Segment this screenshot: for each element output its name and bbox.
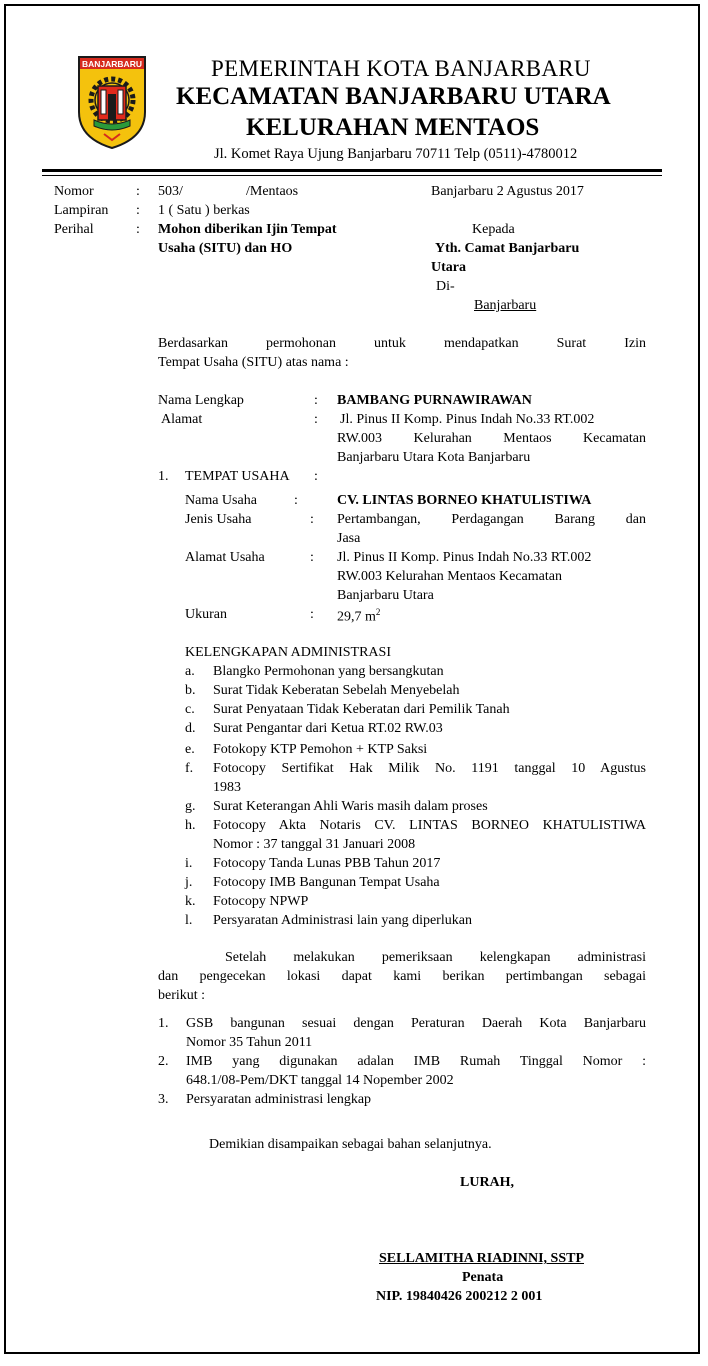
business-type-line-2: Jasa	[337, 531, 361, 546]
business-size-superscript: 2	[375, 607, 381, 617]
banjarbaru-emblem-logo	[76, 54, 148, 150]
intro-line-2: Tempat Usaha (SITU) atas nama :	[158, 355, 349, 370]
requirement-text: Fotocopy Akta Notaris CV. LINTAS BORNEO KHATULISTIWA	[213, 818, 646, 833]
business-address-colon: :	[310, 550, 314, 565]
requirement-text: Fotocopy Sertifikat Hak Milik No. 1191 tanggal 10 Agustus	[213, 761, 646, 776]
requirement-text: Persyaratan Administrasi lain yang diperlukan	[213, 913, 472, 928]
requirement-letter: j.	[185, 875, 193, 890]
requirement-text: Fotokopy KTP Pemohon + KTP Saksi	[213, 742, 428, 757]
requirement-text-continued: Nomor : 37 tanggal 31 Januari 2008	[213, 837, 416, 852]
business-address-line-1: Jl. Pinus II Komp. Pinus Indah No.33 RT.002	[337, 550, 592, 565]
business-section-label: TEMPAT USAHA	[185, 469, 290, 484]
consideration-number: 2.	[158, 1054, 169, 1069]
applicant-name-colon: :	[314, 393, 318, 408]
business-size-colon: :	[310, 607, 314, 622]
requirement-letter: b.	[185, 683, 196, 698]
lampiran-label: Lampiran	[54, 203, 109, 218]
letterhead-district: KECAMATAN BANJARBARU UTARA	[176, 83, 611, 110]
consideration-line-3: berikut :	[158, 988, 206, 1003]
recipient-kepada: Kepada	[472, 222, 515, 237]
signatory-nip: NIP. 19840426 200212 2 001	[376, 1289, 543, 1304]
requirement-letter: a.	[185, 664, 195, 679]
requirement-text: Fotocopy IMB Bangunan Tempat Usaha	[213, 875, 440, 890]
business-name-colon: :	[294, 493, 298, 508]
nomor-label: Nomor	[54, 184, 94, 199]
nomor-value: 503/	[158, 184, 183, 199]
perihal-line-2: Usaha (SITU) dan HO	[158, 241, 293, 256]
signatory-name: SELLAMITHA RIADINNI, SSTP	[379, 1251, 584, 1266]
recipient-yth-line-1: Yth. Camat Banjarbaru	[435, 241, 580, 256]
applicant-address-colon: :	[314, 412, 318, 427]
requirement-letter: f.	[185, 761, 194, 776]
applicant-address-line-1: Jl. Pinus II Komp. Pinus Indah No.33 RT.002	[340, 412, 595, 427]
applicant-name-label: Nama Lengkap	[158, 393, 244, 408]
requirement-text: Blangko Permohonan yang bersangkutan	[213, 664, 444, 679]
consideration-text: IMB yang digunakan adalan IMB Rumah Tinggal Nomor :	[186, 1054, 646, 1069]
requirement-letter: c.	[185, 702, 195, 717]
lampiran-colon: :	[136, 203, 140, 218]
letterhead-government: PEMERINTAH KOTA BANJARBARU	[211, 56, 591, 81]
requirement-text-continued: 1983	[213, 780, 241, 795]
business-size-value: 29,7 $m^2$	[337, 607, 381, 625]
perihal-label: Perihal	[54, 222, 94, 237]
requirement-letter: k.	[185, 894, 196, 909]
letterhead-village: KELURAHAN MENTAOS	[246, 114, 540, 141]
consideration-text-continued: 648.1/08-Pem/DKT tanggal 14 Nopember 2002	[186, 1073, 454, 1088]
perihal-colon: :	[136, 222, 140, 237]
business-address-label: Alamat Usaha	[185, 550, 265, 565]
business-type-colon: :	[310, 512, 314, 527]
recipient-city: Banjarbaru	[474, 298, 537, 313]
consideration-text-continued: Nomor 35 Tahun 2011	[186, 1035, 313, 1050]
requirement-letter: l.	[185, 913, 193, 928]
recipient-yth-line-2: Utara	[431, 260, 466, 275]
requirement-text: Surat Penyataan Tidak Keberatan dari Pemilik Tanah	[213, 702, 510, 717]
signatory-title: LURAH,	[460, 1175, 515, 1190]
consideration-line-1: Setelah melakukan pemeriksaan kelengkapan administrasi	[225, 950, 646, 965]
business-size-label: Ukuran	[185, 607, 227, 622]
business-name-value: CV. LINTAS BORNEO KHATULISTIWA	[337, 493, 592, 508]
header-rule-thin	[42, 175, 662, 176]
requirement-letter: h.	[185, 818, 196, 833]
requirement-letter: e.	[185, 742, 195, 757]
nomor-colon: :	[136, 184, 140, 199]
requirement-letter: g.	[185, 799, 196, 814]
applicant-address-line-3: Banjarbaru Utara Kota Banjarbaru	[337, 450, 531, 465]
applicant-address-label: Alamat	[161, 412, 203, 427]
requirement-text: Fotocopy Tanda Lunas PBB Tahun 2017	[213, 856, 441, 871]
requirement-letter: i.	[185, 856, 193, 871]
business-name-label: Nama Usaha	[185, 493, 257, 508]
recipient-di: Di-	[436, 279, 455, 294]
business-section-number: 1.	[158, 469, 169, 484]
business-address-line-2: RW.003 Kelurahan Mentaos Kecamatan	[337, 569, 562, 584]
requirements-title: KELENGKAPAN ADMINISTRASI	[185, 645, 391, 660]
requirement-text: Surat Pengantar dari Ketua RT.02 RW.03	[213, 721, 443, 736]
letter-page	[4, 4, 700, 1354]
consideration-line-2: dan pengecekan lokasi dapat kami berikan pertimbangan sebagai	[158, 969, 646, 984]
consideration-text: GSB bangunan sesuai dengan Peraturan Daerah Kota Banjarbaru	[186, 1016, 646, 1031]
letter-date: Banjarbaru 2 Agustus 2017	[431, 184, 584, 199]
signatory-rank: Penata	[462, 1270, 504, 1285]
consideration-number: 3.	[158, 1092, 169, 1107]
requirement-text: Fotocopy NPWP	[213, 894, 309, 909]
consideration-text: Persyaratan administrasi lengkap	[186, 1092, 372, 1107]
lampiran-value: 1 ( Satu ) berkas	[158, 203, 250, 218]
applicant-address-line-2: RW.003 Kelurahan Mentaos Kecamatan	[337, 431, 646, 446]
business-section-colon: :	[314, 469, 318, 484]
letterhead-address: Jl. Komet Raya Ujung Banjarbaru 70711 Telp (0511)-4780012	[214, 146, 578, 162]
consideration-number: 1.	[158, 1016, 169, 1031]
closing-statement: Demikian disampaikan sebagai bahan selanjutnya.	[209, 1137, 492, 1152]
applicant-name-value: BAMBANG PURNAWIRAWAN	[337, 393, 532, 408]
business-type-line-1: Pertambangan, Perdagangan Barang dan	[337, 512, 646, 527]
business-address-line-3: Banjarbaru Utara	[337, 588, 434, 603]
svg-text:BANJARBARU: BANJARBARU	[82, 59, 142, 69]
requirement-letter: d.	[185, 721, 196, 736]
requirement-text: Surat Tidak Keberatan Sebelah Menyebelah	[213, 683, 460, 698]
business-type-label: Jenis Usaha	[185, 512, 252, 527]
perihal-line-1: Mohon diberikan Ijin Tempat	[158, 222, 337, 237]
nomor-suffix: /Mentaos	[246, 184, 299, 199]
header-rule-thick	[42, 169, 662, 172]
intro-line-1: Berdasarkan permohonan untuk mendapatkan Surat Izin	[158, 336, 646, 351]
requirement-text: Surat Keterangan Ahli Waris masih dalam proses	[213, 799, 488, 814]
